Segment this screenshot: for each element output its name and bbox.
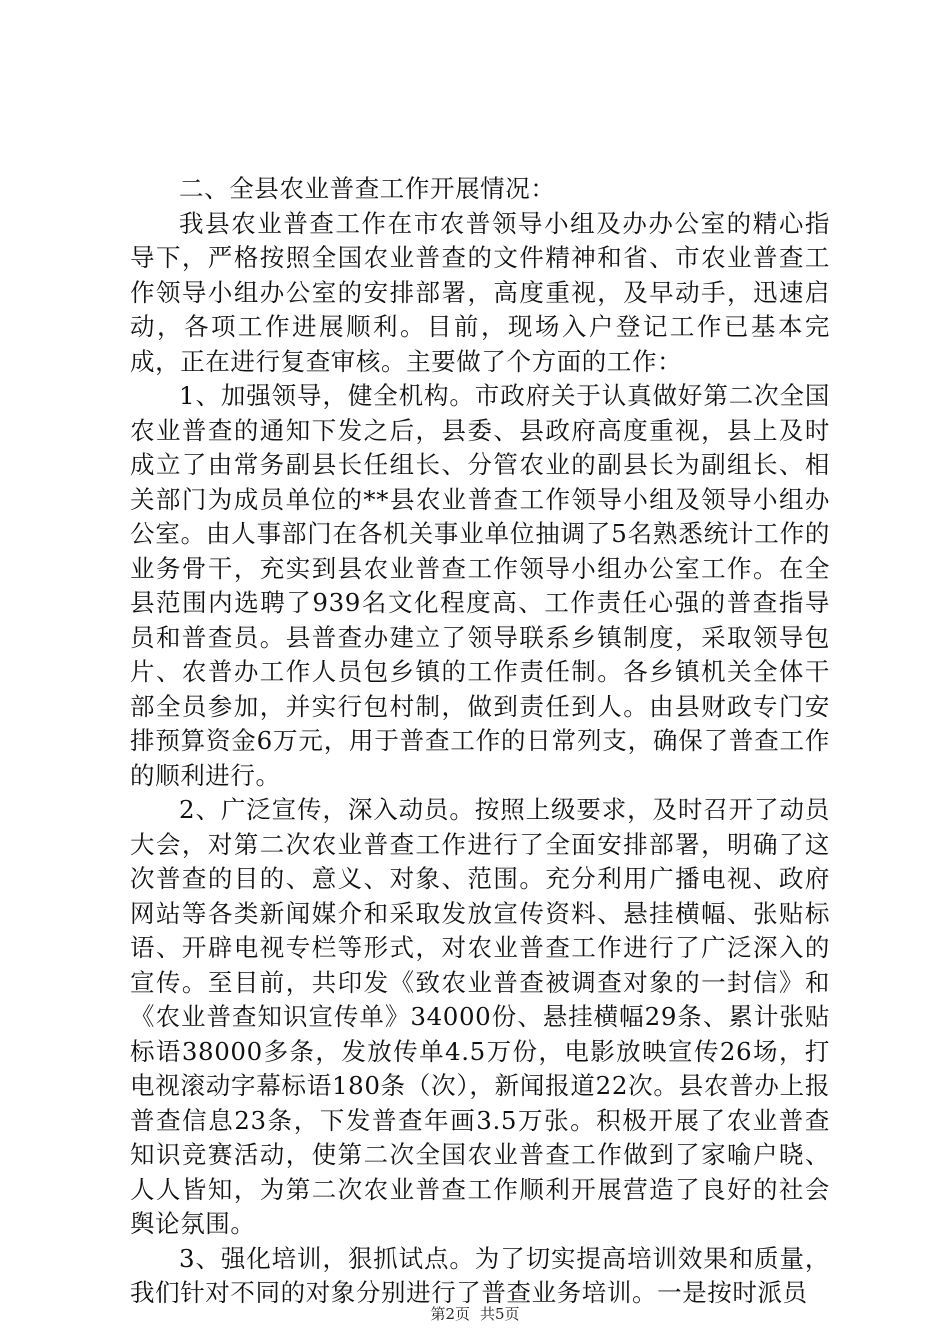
page-number: 第2页 <box>430 1305 470 1323</box>
page-total: 共5页 <box>480 1305 520 1323</box>
paragraph-intro: 我县农业普查工作在市农普领导小组及办办公室的精心指导下，严格按照全国农业普查的文件精神和省、市农业普查工作领导小组办公室的安排部署，高度重视，及早动手，迅速启动，各项工作进展顺利。目前，现场入户登记工作已基本完成，正在进行复查审核。主要做了个方面的工作： <box>130 208 830 376</box>
paragraph-training: 3、强化培训，狠抓试点。为了切实提高培训效果和质量，我们针对不同的对象分别进行了普查业务培训。一是按时派员 <box>130 1243 830 1307</box>
page-footer <box>0 1304 950 1324</box>
paragraph-leadership: 1、加强领导，健全机构。市政府关于认真做好第二次全国农业普查的通知下发之后，县委、县政府高度重视，县上及时成立了由常务副县长任组长、分管农业的副县长为副组长、相关部门为成员单位的**县农业普查工作领导小组及领导小组办公室。由人事部门在各机关事业单位抽调了5名熟悉统计工作的业务骨干，充实到县农业普查工作领导小组办公室工作。在全县范围内选聘了939名文化程度高、工作责任心强的普查指导员和普查员。县普查办建立了领导联系乡镇制度，采取领导包片、农普办工作人员包乡镇的工作责任制。各乡镇机关全体干部全员参加，并实行包村制，做到责任到人。由县财政专门安排预算资金6万元，用于普查工作的日常列支，确保了普查工作的顺利进行。 <box>130 381 830 790</box>
paragraph-publicity: 2、广泛宣传，深入动员。按照上级要求，及时召开了动员大会，对第二次农业普查工作进行了全面安排部署，明确了这次普查的目的、意义、对象、范围。充分利用广播电视、政府网站等各类新闻媒介和采取发放宣传资料、悬挂横幅、张贴标语、开辟电视专栏等形式，对农业普查工作进行了广泛深入的宣传。至目前，共印发《致农业普查被调查对象的一封信》和《农业普查知识宣传单》34000份、悬挂横幅29条、累计张贴标语38000多条，发放传单4.5万份，电影放映宣传26场，打电视滚动字幕标语180条（次），新闻报道22次。县农普办上报普查信息23条，下发普查年画3.5万张。积极开展了农业普查知识竞赛活动，使第二次全国农业普查工作做到了家喻户晓、人人皆知，为第二次农业普查工作顺利开展营造了良好的社会舆论氛围。 <box>130 795 830 1238</box>
section-heading: 二、全县农业普查工作开展情况： <box>179 174 556 203</box>
document-body <box>130 172 830 1311</box>
